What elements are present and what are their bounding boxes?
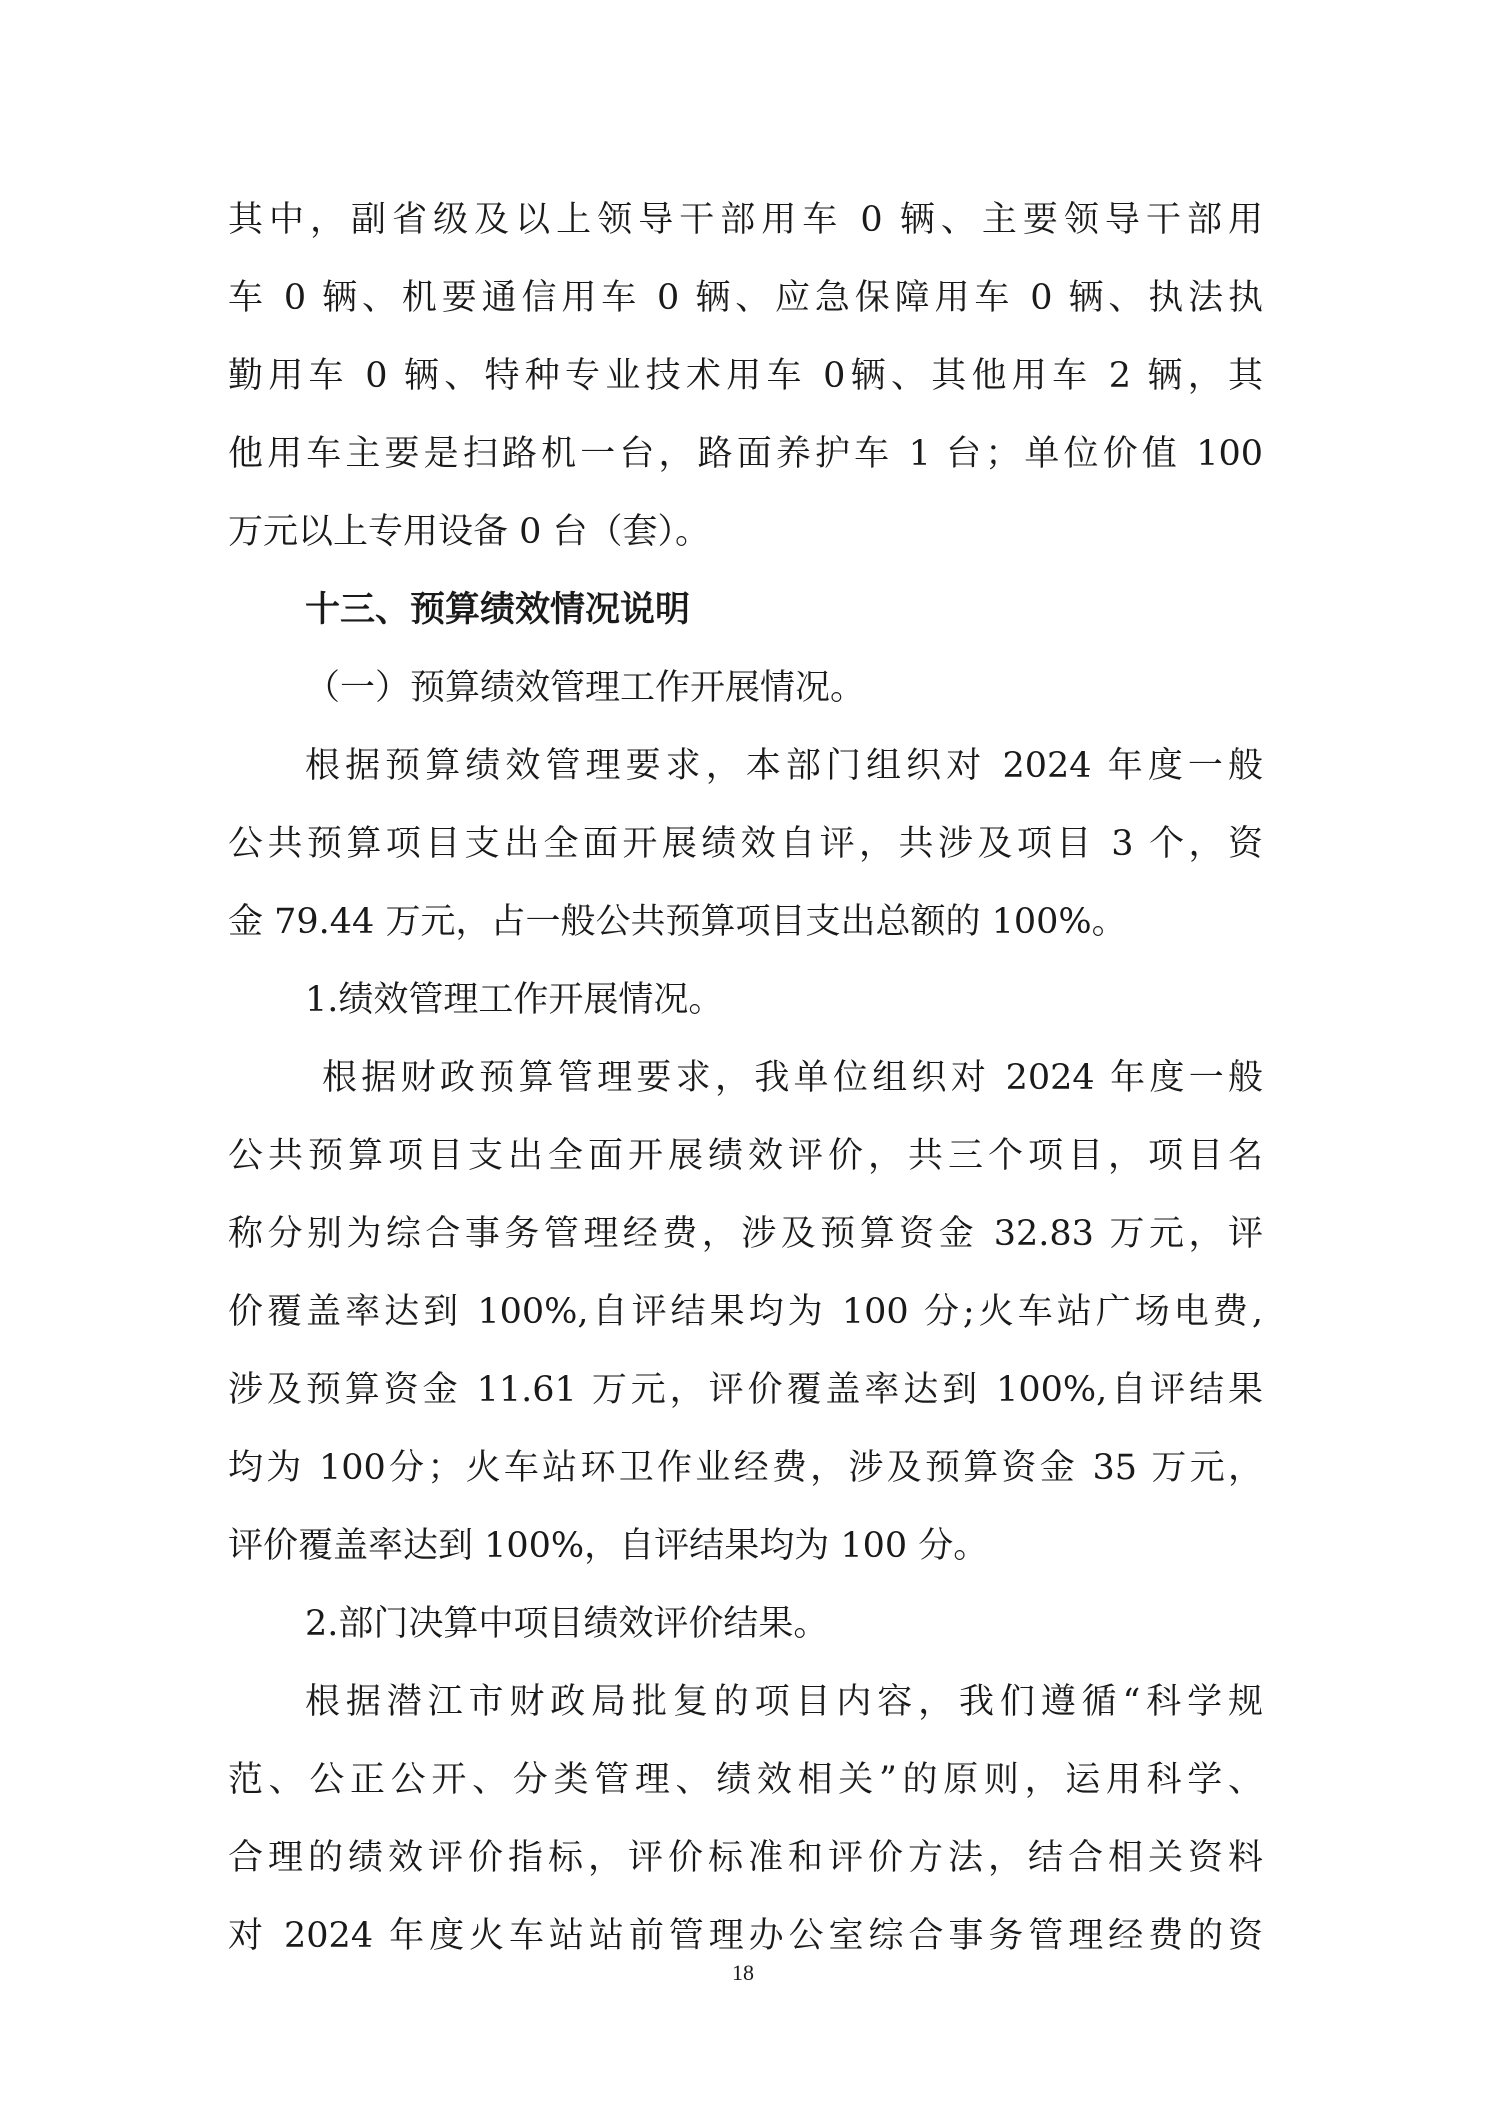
text-line: 涉及预算资金 11.61 万元，评价覆盖率达到 100%,自评结果 bbox=[228, 1370, 1263, 1410]
text-line: 对 2024 年度火车站站前管理办公室综合事务管理经费的资 bbox=[228, 1916, 1263, 1956]
section-heading: 十三、预算绩效情况说明 bbox=[305, 589, 691, 630]
page-number: 18 bbox=[732, 1960, 754, 1985]
numbered-heading: 1.绩效管理工作开展情况。 bbox=[305, 980, 724, 1020]
text-line: 他用车主要是扫路机一台，路面养护车 1 台；单位价值 100 bbox=[228, 434, 1263, 474]
paragraph-first-line: 根据潜江市财政局批复的项目内容，我们遵循“科学规 bbox=[305, 1682, 1263, 1722]
text-line: 公共预算项目支出全面开展绩效评价，共三个项目，项目名 bbox=[228, 1136, 1263, 1176]
text-line: 车 0 辆、机要通信用车 0 辆、应急保障用车 0 辆、执法执 bbox=[228, 278, 1263, 318]
text-line: 称分别为综合事务管理经费，涉及预算资金 32.83 万元，评 bbox=[228, 1214, 1263, 1254]
text-line: 均为 100分；火车站环卫作业经费，涉及预算资金 35 万元， bbox=[228, 1448, 1263, 1488]
text-line: 勤用车 0 辆、特种专业技术用车 0辆、其他用车 2 辆，其 bbox=[228, 356, 1263, 396]
text-line: 评价覆盖率达到 100%，自评结果均为 100 分。 bbox=[228, 1526, 989, 1566]
numbered-heading: 2.部门决算中项目绩效评价结果。 bbox=[305, 1604, 829, 1644]
text-line: 价覆盖率达到 100%,自评结果均为 100 分;火车站广场电费, bbox=[228, 1292, 1263, 1332]
paragraph-first-line: 根据财政预算管理要求，我单位组织对 2024 年度一般 bbox=[322, 1058, 1263, 1098]
text-line: 万元以上专用设备 0 台（套）。 bbox=[228, 512, 711, 552]
subsection-heading: （一）预算绩效管理工作开展情况。 bbox=[305, 668, 866, 708]
text-line: 公共预算项目支出全面开展绩效自评，共涉及项目 3 个，资 bbox=[228, 824, 1263, 864]
text-line: 其中，副省级及以上领导干部用车 0 辆、主要领导干部用 bbox=[228, 200, 1263, 240]
text-line: 金 79.44 万元，占一般公共预算项目支出总额的 100%。 bbox=[228, 902, 1127, 942]
text-line: 范、公正公开、分类管理、绩效相关”的原则，运用科学、 bbox=[228, 1760, 1263, 1800]
paragraph-first-line: 根据预算绩效管理要求，本部门组织对 2024 年度一般 bbox=[305, 746, 1263, 786]
text-line: 合理的绩效评价指标，评价标准和评价方法，结合相关资料 bbox=[228, 1838, 1263, 1878]
